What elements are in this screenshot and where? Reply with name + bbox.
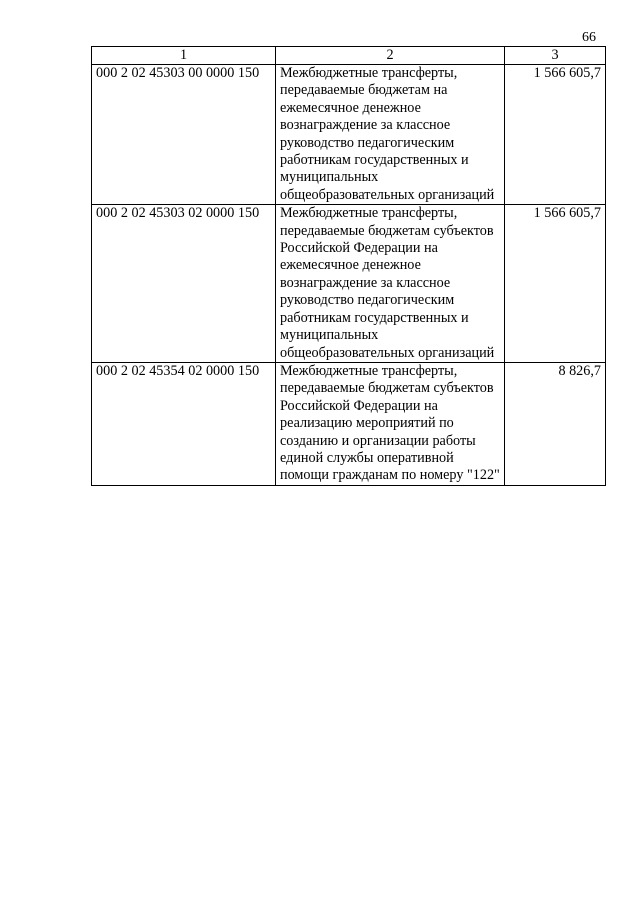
column-header-amount: 3 — [505, 47, 606, 65]
table-row — [92, 362, 606, 485]
budget-table — [91, 46, 606, 486]
page-number: 66 — [582, 30, 596, 45]
row-code: 000 2 02 45354 02 0000 150 — [92, 362, 276, 485]
column-header-name: 2 — [276, 47, 505, 65]
table-row — [92, 65, 606, 205]
row-amount: 1 566 605,7 — [505, 65, 606, 205]
row-name: Межбюджетные трансферты, передаваемые бюджетам субъектов Российской Федерации на ежемесячное денежное вознаграждение за классное руководство педагогическим работникам государственных и муниципальных общеобразовательных организаций — [276, 205, 505, 363]
table-header-row — [92, 47, 606, 65]
table-row — [92, 205, 606, 363]
row-amount: 1 566 605,7 — [505, 205, 606, 363]
row-name: Межбюджетные трансферты, передаваемые бюджетам на ежемесячное денежное вознаграждение за классное руководство педагогическим работникам государственных и муниципальных общеобразовательных организаций — [276, 65, 505, 205]
row-name: Межбюджетные трансферты, передаваемые бюджетам субъектов Российской Федерации на реализацию мероприятий по созданию и организации работы единой службы оперативной помощи гражданам по номеру "122" — [276, 362, 505, 485]
row-amount: 8 826,7 — [505, 362, 606, 485]
row-code: 000 2 02 45303 00 0000 150 — [92, 65, 276, 205]
row-code: 000 2 02 45303 02 0000 150 — [92, 205, 276, 363]
column-header-code: 1 — [92, 47, 276, 65]
